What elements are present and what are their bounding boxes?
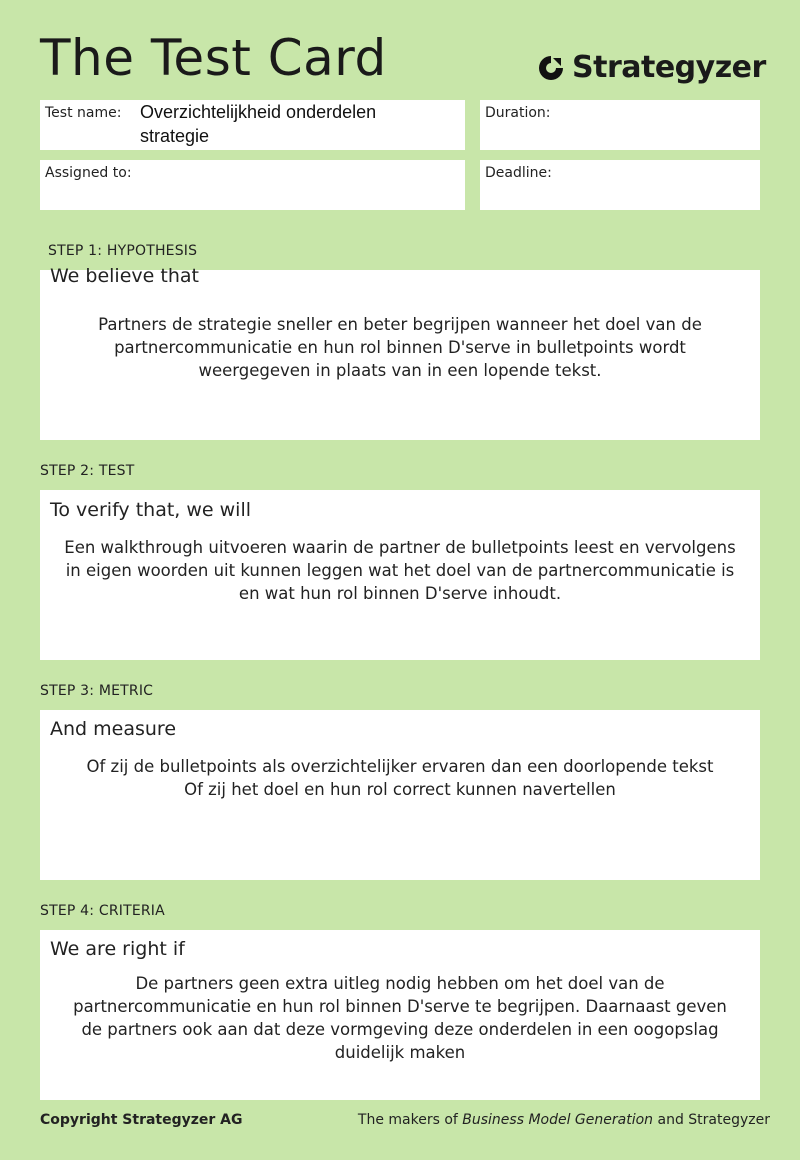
step-4-body — [40, 972, 760, 1064]
step-4-lead: We are right if — [50, 938, 185, 960]
step-4-body-line: duidelijk maken — [334, 1043, 466, 1062]
step-1-body — [40, 313, 760, 382]
step-2-box[interactable] — [40, 490, 760, 660]
step-3-box[interactable] — [40, 710, 760, 880]
step-1-lead: We believe that — [50, 265, 199, 287]
step-4-body-line: de partners ook aan dat deze vormgeving deze onderdelen in een oogopslag — [81, 1020, 719, 1039]
step-3-body-line: Of zij de bulletpoints als overzichtelijker ervaren dan een doorlopende tekst — [86, 757, 714, 776]
assigned-to-field[interactable] — [40, 160, 465, 210]
brand-name: Strategyzer — [572, 50, 766, 85]
step-2-body-line: en wat hun rol binnen D'serve inhoudt. — [238, 584, 562, 603]
footer-makers-suffix: and Strategyzer — [653, 1112, 770, 1128]
step-2-body-line: in eigen woorden uit kunnen leggen wat het doel van de partnercommunicatie is — [65, 561, 735, 580]
page-title: The Test Card — [40, 29, 387, 87]
duration-label: Duration: — [485, 105, 551, 121]
deadline-label: Deadline: — [485, 165, 552, 181]
step-3-lead: And measure — [50, 718, 177, 740]
step-2-body — [40, 536, 760, 605]
step-4-body-line: De partners geen extra uitleg nodig hebben om het doel van de — [135, 974, 665, 993]
step-2-body-line: Een walkthrough uitvoeren waarin de partner de bulletpoints leest en vervolgens — [64, 538, 736, 557]
step-3-body — [40, 755, 760, 801]
assigned-to-label: Assigned to: — [45, 165, 132, 181]
footer-makers-book: Business Model Generation — [462, 1112, 654, 1128]
step-4-label: STEP 4: CRITERIA — [40, 903, 165, 919]
step-1-body-line: Partners de strategie sneller en beter begrijpen wanneer het doel van de — [98, 315, 702, 334]
test-name-field[interactable] — [40, 100, 465, 150]
strategyzer-logo-icon — [536, 53, 566, 83]
step-1-body-line: partnercommunicatie en hun rol binnen D'serve in bulletpoints wordt — [114, 338, 686, 357]
footer-copyright: Copyright Strategyzer AG — [40, 1112, 243, 1128]
deadline-field[interactable] — [480, 160, 760, 210]
step-1-body-line: weergegeven in plaats van in een lopende tekst. — [198, 361, 602, 380]
footer-makers — [358, 1112, 770, 1128]
step-3-label: STEP 3: METRIC — [40, 683, 154, 699]
step-4-box[interactable] — [40, 930, 760, 1100]
brand-logo — [536, 50, 766, 85]
test-name-value — [140, 100, 376, 148]
step-4-body-line: partnercommunicatie en hun rol binnen D'serve te begrijpen. Daarnaast geven — [73, 997, 727, 1016]
footer-makers-prefix: The makers of — [357, 1112, 463, 1128]
step-2-lead: To verify that, we will — [50, 499, 252, 521]
step-1-label: STEP 1: HYPOTHESIS — [48, 243, 198, 259]
test-name-label: Test name: — [45, 105, 122, 121]
step-2-label: STEP 2: TEST — [40, 463, 135, 479]
duration-field[interactable] — [480, 100, 760, 150]
step-3-body-line: Of zij het doel en hun rol correct kunnen navertellen — [184, 780, 616, 799]
test-name-value-line: strategie — [140, 126, 210, 146]
test-name-value-line: Overzichtelijkheid onderdelen — [140, 102, 377, 122]
step-1-box[interactable] — [40, 265, 760, 440]
